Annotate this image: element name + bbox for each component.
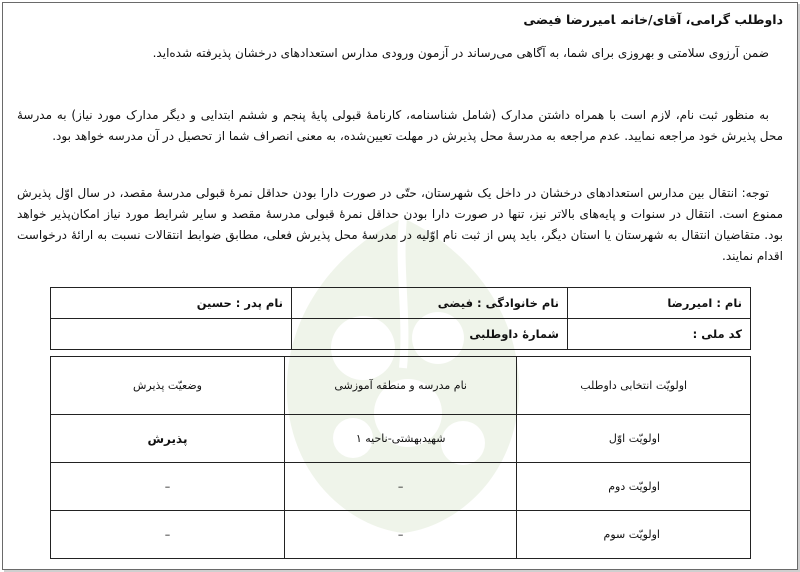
- priority-label: اولویّت اوّل: [517, 415, 751, 463]
- school-name: –: [284, 511, 516, 559]
- admission-status: –: [51, 463, 285, 511]
- header-school: نام مدرسه و منطقه آموزشی: [284, 357, 516, 415]
- priority-label: اولویّت سوم: [517, 511, 751, 559]
- paragraph-registration-text: به منظور ثبت نام، لازم است با همراه داشتن مدارک (شامل شناسنامه، کارنامهٔ قبولی پایهٔ پنجم و ششم ابتدایی و دیگر مدارک مورد نیاز) به مدرسهٔ محل پذیرش خود مراجعه نمایید. عدم مراجعه به مدرسهٔ محل پذیرش در مهلت تعیین‌شده، به معنی انصراف شما از تحصیل در آن مدرسه خواهد بود.: [17, 108, 783, 143]
- first-name-cell: نام : امیررضا: [567, 288, 750, 319]
- applicant-number-cell: شمارهٔ داوطلبی: [292, 319, 568, 350]
- candidate-name: امیررضا فیضی: [523, 12, 616, 27]
- school-name: –: [284, 463, 516, 511]
- paragraph-transfer-note: [17, 183, 783, 267]
- greeting-salutation: داوطلب گرامی، آقای/خانم: [621, 12, 783, 27]
- last-name-cell: نام خانوادگی : فیضی: [292, 288, 568, 319]
- info-row: [51, 319, 751, 350]
- table-row: [51, 511, 751, 559]
- priorities-header-row: [51, 357, 751, 415]
- admission-status: –: [51, 511, 285, 559]
- priority-label: اولویّت دوم: [517, 463, 751, 511]
- table-row: [51, 415, 751, 463]
- father-name-cell: نام پدر : حسین: [51, 288, 292, 319]
- priorities-table: [50, 356, 751, 559]
- paragraph-registration: [17, 105, 783, 147]
- school-name: شهیدبهشتی-ناحیه ۱: [284, 415, 516, 463]
- header-status: وضعیّت پذیرش: [51, 357, 285, 415]
- candidate-info-table: [50, 287, 751, 350]
- blank-cell: [51, 319, 292, 350]
- paragraph-transfer-note-text: توجه: انتقال بین مدارس استعدادهای درخشان در داخل یک شهرستان، حتّی در صورت دارا بودن حداقل نمرهٔ قبولی مدرسهٔ مقصد، در سال اوّل پذیرش ممنوع است. انتقال در سنوات و پایه‌های بالاتر نیز، تنها در صورت دارا بودن حداقل نمرهٔ قبولی مدرسهٔ مقصد و سایر شرایط مورد نیاز امکان‌پذیر خواهد بود. متقاضیان انتقال به شهرستان یا استان دیگر، باید پس از ثبت نام اوّلیه در مدرسهٔ محل پذیرش فعلی، مطابق ضوابط انتقالات نسبت به ارائهٔ درخواست اقدام نمایند.: [17, 186, 783, 263]
- greeting-line: [523, 12, 783, 27]
- document-frame: [2, 2, 798, 570]
- paragraph-acceptance-text: ضمن آرزوی سلامتی و بهروزی برای شما، به آگاهی می‌رساند در آزمون ورودی مدارس استعدادهای درخشان پذیرفته شده‌اید.: [152, 46, 769, 60]
- header-priority: اولویّت انتخابی داوطلب: [517, 357, 751, 415]
- admission-status: پذیرش: [51, 415, 285, 463]
- info-row: [51, 288, 751, 319]
- table-row: [51, 463, 751, 511]
- paragraph-acceptance: [17, 43, 783, 64]
- national-code-cell: کد ملی :: [567, 319, 750, 350]
